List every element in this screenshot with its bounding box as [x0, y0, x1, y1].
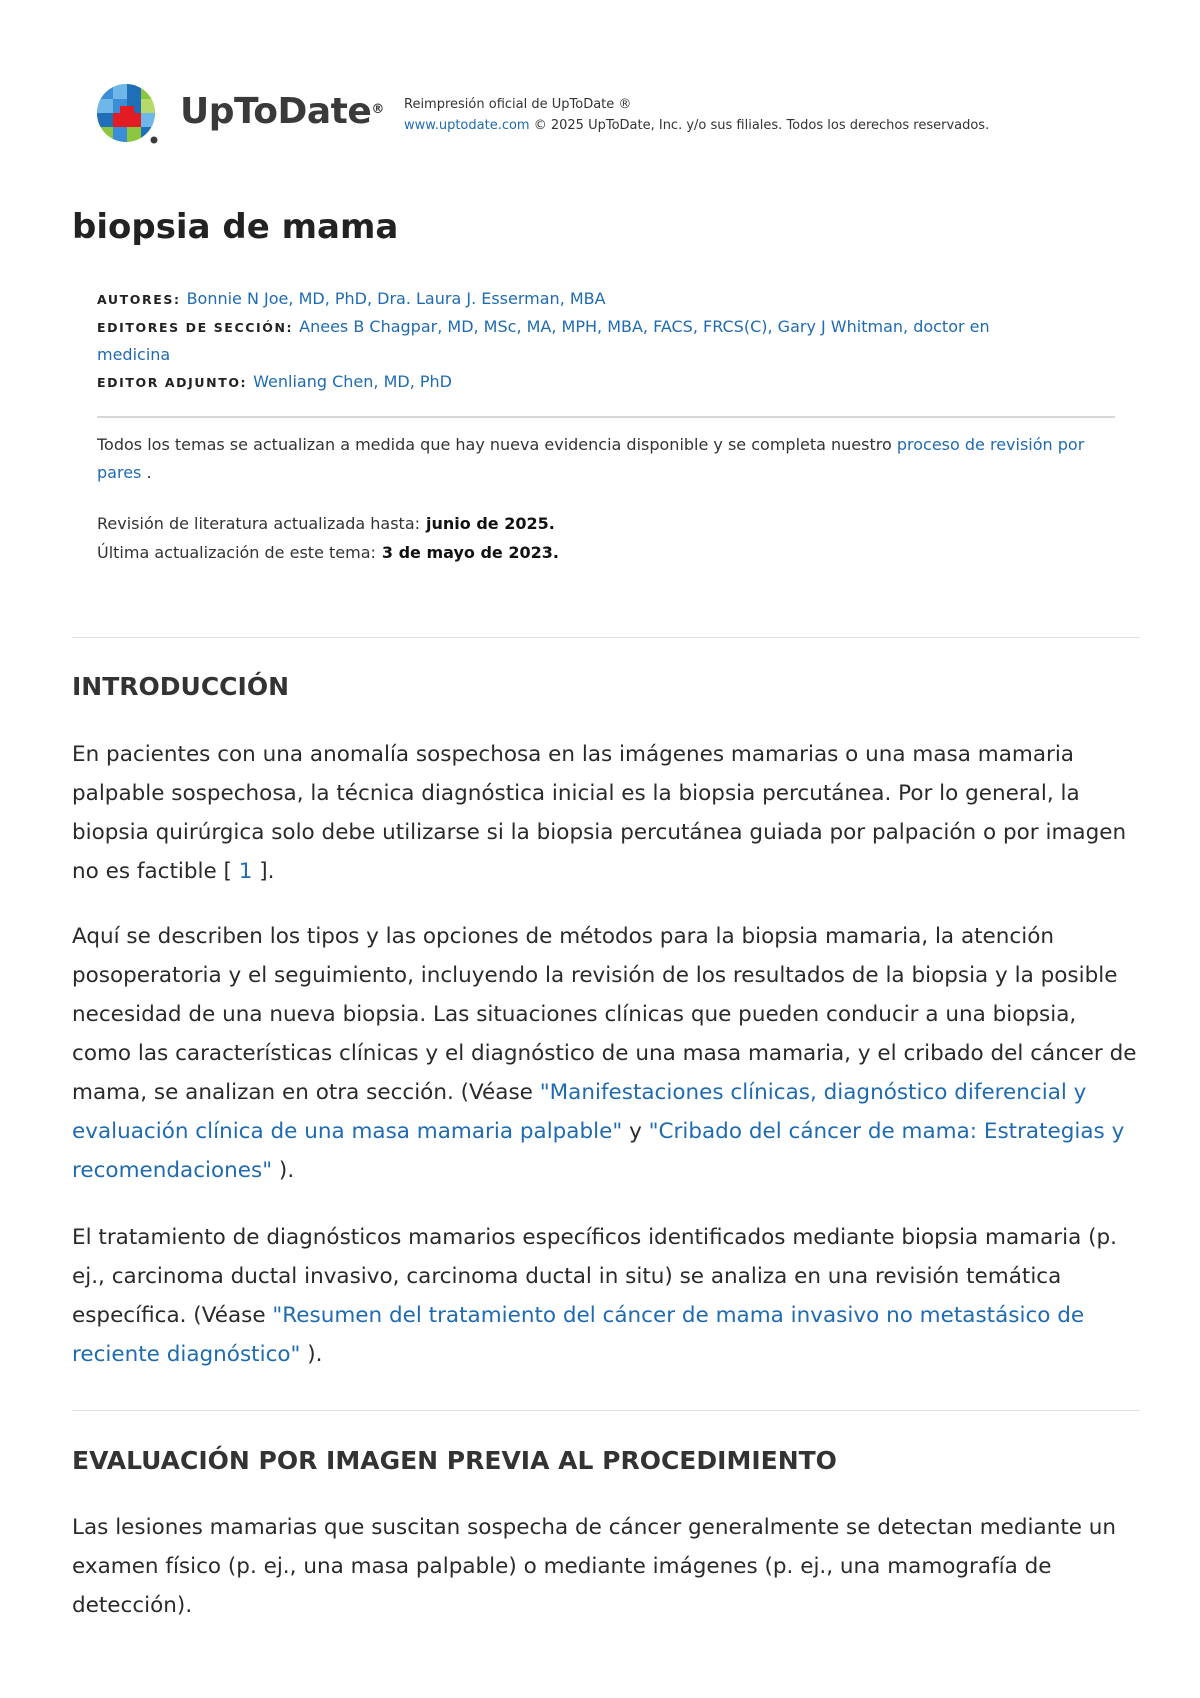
section-editors-link[interactable]: Anees B Chagpar, MD, MSc, MA, MPH, MBA, FACS, FRCS(C), Gary J Whitman, doctor en medicina — [97, 317, 990, 364]
uptodate-link[interactable]: www.uptodate.com — [404, 118, 530, 133]
reprint-line-1: Reimpresión oficial de UpToDate ® — [404, 97, 632, 112]
peer-review-link[interactable]: proceso de revisión por pares — [97, 435, 1085, 482]
logo-wordmark: UpToDate® — [180, 91, 384, 132]
authors-row: AUTORES: Bonnie N Joe, MD, PhD, Dra. Laura J. Esserman, MBA — [97, 289, 606, 308]
deputy-editor-link[interactable]: Wenliang Chen, MD, PhD — [253, 372, 452, 391]
section-divider — [72, 637, 1140, 638]
intro-paragraph-1: En pacientes con una anomalía sospechosa en las imágenes mamarias o una masa mamaria palpable sospechosa, la técnica diagnóstica inicial es la biopsia percutánea. Por lo general, la biopsia quirúrgica solo debe utilizarse si la biopsia percutánea guiada por palpación o por imagen no es factible [ 1 ]. — [72, 742, 1127, 884]
intro-paragraph-2: Aquí se describen los tipos y las opciones de métodos para la biopsia mamaria, la atención posoperatoria y el seguimiento, incluyendo la revisión de los resultados de la biopsia y la posible necesidad de una nueva biopsia. Las situaciones clínicas que pueden conducir a una biopsia, como las características clínicas y el diagnóstico de una masa mamaria, y el cribado del cáncer de mama, se analizan en otra sección. (Véase "Manifestaciones clínicas, diagnóstico diferencial y evaluación clínica de una masa mamaria palpable" y "Cribado del cáncer de mama: Estrategias y recomendaciones" ). — [72, 924, 1137, 1183]
literature-review-date: Revisión de literatura actualizada hasta: junio de 2025. — [97, 514, 555, 533]
section-title-introduccion: INTRODUCCIÓN — [72, 672, 290, 701]
reprint-notice — [404, 94, 989, 136]
reference-1-link[interactable]: 1 — [238, 859, 253, 884]
uptodate-logo-icon — [96, 82, 160, 146]
authors-link[interactable]: Bonnie N Joe, MD, PhD, Dra. Laura J. Esserman, MBA — [186, 289, 606, 308]
review-note: Todos los temas se actualizan a medida que hay nueva evidencia disponible y se completa nuestro proceso de revisión por pares . — [97, 435, 1085, 482]
divider — [97, 416, 1115, 418]
reprint-line-2: www.uptodate.com © 2025 UpToDate, Inc. y/o sus filiales. Todos los derechos reservados. — [404, 118, 990, 133]
intro-paragraph-3: El tratamiento de diagnósticos mamarios específicos identificados mediante biopsia mamaria (p. ej., carcinoma ductal invasivo, carcinoma ductal in situ) se analiza en una revisión temática específica. (Véase "Resumen del tratamiento del cáncer de mama invasivo no metastásico de reciente diagnóstico" ). — [72, 1225, 1117, 1367]
deputy-editor-row: EDITOR ADJUNTO: Wenliang Chen, MD, PhD — [97, 372, 452, 391]
link-tratamiento-cancer[interactable]: "Resumen del tratamiento del cáncer de mama invasivo no metastásico de reciente diagnóstico" — [72, 1303, 1085, 1367]
section-divider — [72, 1410, 1140, 1411]
header — [96, 82, 1116, 146]
link-cribado-cancer[interactable]: "Cribado del cáncer de mama: Estrategias y recomendaciones" — [72, 1119, 1125, 1183]
page-title: biopsia de mama — [72, 207, 399, 247]
link-masa-mamaria[interactable]: "Manifestaciones clínicas, diagnóstico diferencial y evaluación clínica de una masa mamaria palpable" — [72, 1080, 1087, 1144]
last-updated-date: Última actualización de este tema: 3 de mayo de 2023. — [97, 543, 559, 562]
imaging-paragraph-1: Las lesiones mamarias que suscitan sospecha de cáncer generalmente se detectan mediante un examen físico (p. ej., una masa palpable) o mediante imágenes (p. ej., una mamografía de detección). — [72, 1515, 1117, 1618]
dates-block — [97, 509, 559, 567]
section-title-evaluacion-imagen: EVALUACIÓN POR IMAGEN PREVIA AL PROCEDIMIENTO — [72, 1446, 837, 1475]
authors-block — [97, 285, 1057, 396]
section-editors-row: EDITORES DE SECCIÓN: Anees B Chagpar, MD, MSc, MA, MPH, MBA, FACS, FRCS(C), Gary J Whitman, doctor en medicina — [97, 317, 990, 364]
